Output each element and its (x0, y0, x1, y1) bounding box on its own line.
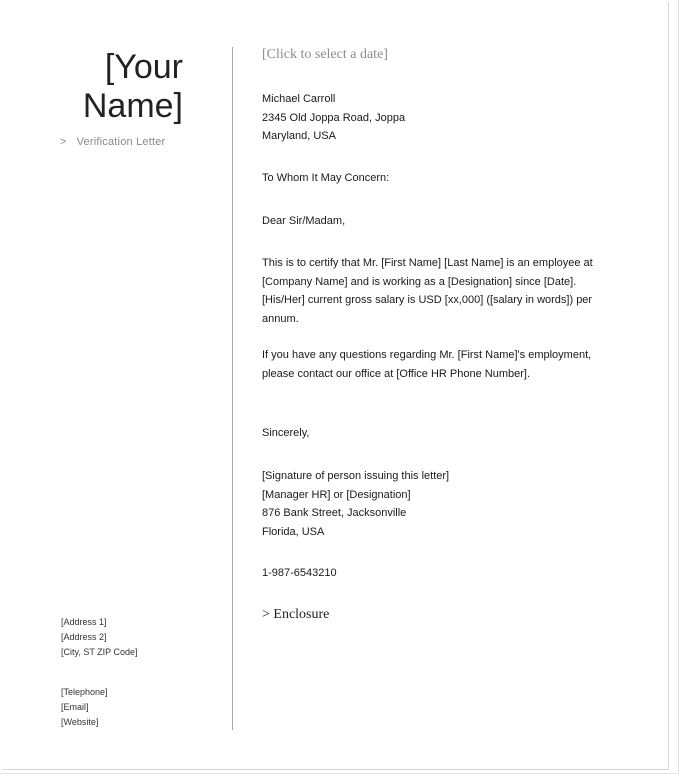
recipient-street: 2345 Old Joppa Road, Joppa (262, 111, 406, 124)
signature-block[interactable] (262, 467, 449, 541)
recipient-address[interactable] (262, 90, 405, 146)
body1-line: [Company Name] and is working as a [Designation] since [Date]. (262, 275, 577, 288)
body1-line: [His/Her] current gross salary is USD [xx,000] ([salary in words]) per (262, 294, 593, 306)
body-paragraph-2[interactable] (262, 346, 591, 383)
subtitle-text: Verification Letter (76, 136, 166, 148)
date-picker-placeholder[interactable]: [Click to select a date] (262, 47, 388, 62)
column-divider (232, 47, 233, 730)
body1-line: This is to certify that Mr. [First Name] [Last Name] is an employee at (262, 257, 593, 269)
signatory-street: 876 Bank Street, Jacksonville (262, 507, 407, 519)
attention-text: To Whom It May Concern: (262, 172, 390, 184)
body1-line: annum. (262, 312, 299, 325)
closing-text: Sincerely, (262, 427, 310, 439)
address-line-1: [Address 1] (61, 617, 107, 627)
website: [Website] (61, 717, 99, 727)
signatory-region: Florida, USA (262, 525, 325, 538)
attention-line[interactable] (262, 169, 389, 188)
body-paragraph-1[interactable] (262, 254, 593, 328)
recipient-name: Michael Carroll (262, 93, 336, 105)
body2-line: please contact our office at [Office HR Phone Number]. (262, 367, 531, 380)
body2-line: If you have any questions regarding Mr. [First Name]'s employment, (262, 349, 592, 361)
email: [Email] (61, 702, 89, 712)
phone-number[interactable] (262, 564, 337, 583)
signature-line: [Signature of person issuing this letter] (262, 470, 450, 482)
closing[interactable] (262, 424, 309, 443)
sender-name[interactable]: [Your Name] (82, 48, 183, 125)
telephone: [Telephone] (61, 687, 108, 697)
signatory-title: [Manager HR] or [Designation] (262, 488, 411, 501)
enclosure-line[interactable]: > Enclosure (262, 607, 330, 622)
city-state-zip: [City, ST ZIP Code] (61, 647, 138, 657)
salutation-text: Dear Sir/Madam, (262, 215, 346, 227)
sender-contact[interactable] (61, 685, 108, 730)
sender-address[interactable] (61, 615, 138, 660)
document-subtitle[interactable] (60, 136, 165, 148)
phone-text: 1-987-6543210 (262, 567, 337, 579)
chevron-right-icon: > (60, 136, 67, 148)
recipient-region: Maryland, USA (262, 130, 336, 142)
salutation[interactable] (262, 212, 345, 231)
address-line-2: [Address 2] (61, 632, 107, 642)
